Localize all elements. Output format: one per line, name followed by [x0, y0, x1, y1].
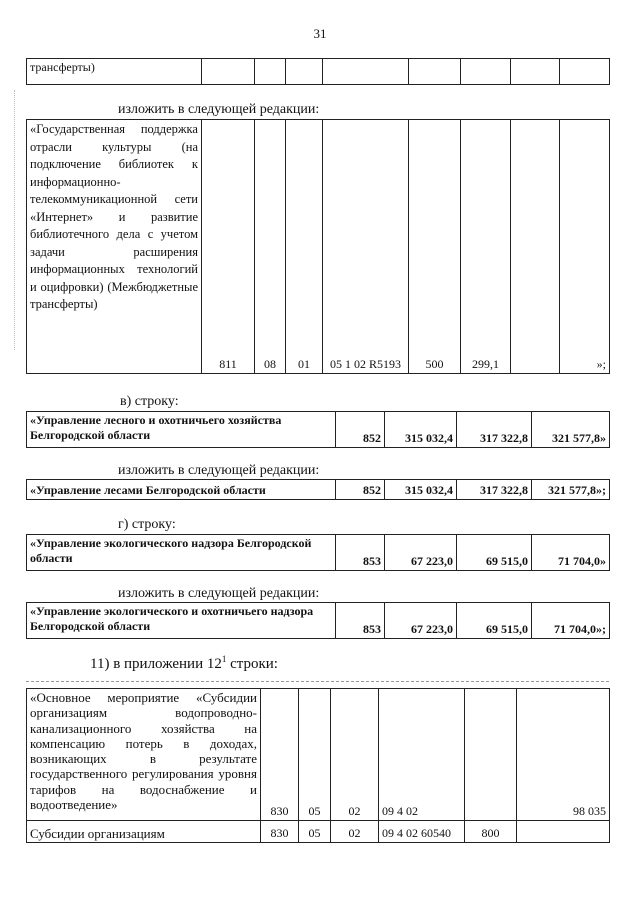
row-label: «Государственная поддержка отрасли культуры (на подключение библиотек к информационно-телекоммуникационной сети «Интернет» и развитие библиотечного дела с учетом задачи расширения информационных технологий и оцифровки) (Межбюджетные трансферты): [27, 120, 202, 374]
cell-ministry-code: 830: [261, 689, 299, 821]
cell-value-2: 69 515,0: [457, 535, 532, 571]
row-label-main-activity: «Основное мероприятие «Субсидии организациям водопроводно-канализационного хозяйства на компенсацию потерь в доходах, возникающих в результате государственного регулирования уровня тарифов на водоснабжение и водоотведение»: [27, 689, 261, 821]
table-culture-support: [26, 119, 610, 374]
caption-redaction-2: изложить в следующей редакции:: [118, 463, 320, 478]
cell-value-1: 67 223,0: [385, 535, 457, 571]
table-transfers-tail: [26, 58, 610, 85]
cell-section: 05: [299, 689, 331, 821]
cell-target-article: 09 4 02: [379, 689, 465, 821]
cell-value-1: 67 223,0: [385, 603, 457, 639]
cell-expense-type: 500: [409, 120, 461, 374]
cell-value-3: 71 704,0»: [532, 535, 610, 571]
table-forest-hunting-old: [26, 411, 610, 448]
cell-amount: 98 035: [517, 689, 610, 821]
cell-target-article: 05 1 02 R5193: [323, 120, 409, 374]
table-eco-hunting-new: [26, 602, 610, 639]
row-label: «Управление экологического надзора Белгородской области: [27, 535, 336, 571]
cell-value-3: 321 577,8»;: [532, 480, 610, 500]
cell-code: 852: [336, 480, 385, 500]
caption-appendix-text: 11) в приложении 12: [90, 656, 222, 672]
caption-redaction-1: изложить в следующей редакции:: [118, 102, 320, 117]
cell-value-3: 321 577,8»: [532, 412, 610, 448]
cell-value-3: 71 704,0»;: [532, 603, 610, 639]
caption-appendix-tail: строки:: [226, 656, 278, 672]
cell-amount: [517, 821, 610, 843]
row-label: «Управление лесами Белгородской области: [27, 480, 336, 500]
cell-subsection: 01: [286, 120, 323, 374]
cell-value-2: 317 322,8: [457, 412, 532, 448]
caption-appendix-superscript: 1: [221, 654, 227, 664]
cell-target-article: 09 4 02 60540: [379, 821, 465, 843]
table-forest-new: [26, 479, 610, 500]
cell-code: 852: [336, 412, 385, 448]
cell-subsection: 02: [331, 821, 379, 843]
cell-ministry-code: 811: [202, 120, 255, 374]
cell-amount: 299,1: [461, 120, 511, 374]
cell-section: 05: [299, 821, 331, 843]
cell-section: 08: [255, 120, 286, 374]
cell-expense-type: 800: [465, 821, 517, 843]
cell-closing-mark: »;: [560, 120, 610, 374]
cell-code: 853: [336, 535, 385, 571]
cell-value-2: 69 515,0: [457, 603, 532, 639]
cell-ministry-code: 830: [261, 821, 299, 843]
table-water-subsidies: [26, 688, 610, 843]
cell-expense-type: [465, 689, 517, 821]
cell-value-1: 315 032,4: [385, 480, 457, 500]
scan-margin-line: [14, 90, 15, 350]
cell-code: 853: [336, 603, 385, 639]
row-label: «Управление экологического и охотничьего надзора Белгородской области: [27, 603, 336, 639]
cell-empty: [511, 120, 560, 374]
divider-dashed: [26, 681, 609, 682]
caption-line-v: в) строку:: [120, 394, 179, 409]
row-label: «Управление лесного и охотничьего хозяйства Белгородской области: [27, 412, 336, 448]
row-label-subsidies: Субсидии организациям: [27, 821, 261, 843]
cell-value-2: 317 322,8: [457, 480, 532, 500]
caption-appendix: [90, 654, 278, 673]
page-number: 31: [313, 26, 327, 41]
table-eco-supervision-old: [26, 534, 610, 571]
cell-subsection: 02: [331, 689, 379, 821]
cell-value-1: 315 032,4: [385, 412, 457, 448]
caption-line-g: г) строку:: [118, 517, 176, 532]
row-label: трансферты): [27, 59, 202, 85]
caption-redaction-3: изложить в следующей редакции:: [118, 586, 320, 601]
